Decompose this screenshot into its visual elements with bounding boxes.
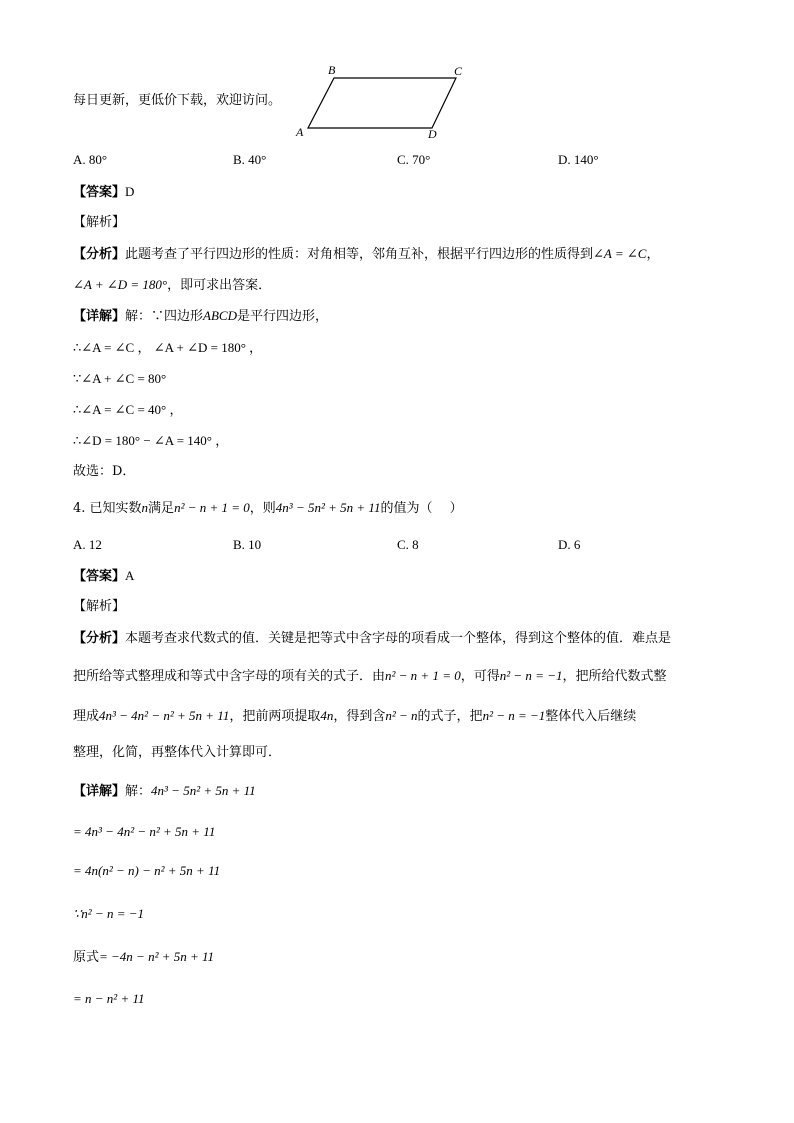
detail-text: 解：∵四边形 [125, 309, 204, 324]
q4-fenxi-line-2 [73, 667, 666, 686]
q4-answer [73, 567, 134, 586]
fenxi-text: 此题考查了平行四边形的性质：对角相等，邻角互补，根据平行四边形的性质得到 [125, 247, 594, 262]
fenxi-text: 理成 [73, 709, 100, 724]
q4-option-a: A. 12 [73, 537, 102, 552]
q4-fenxi-line-4: 整理，化简，再整体代入计算即可． [73, 745, 282, 760]
answer-tag: 【答案】 [73, 185, 126, 200]
detail-tag: 【详解】 [73, 309, 126, 324]
q3-answer [73, 183, 134, 202]
parallelogram-figure [292, 62, 472, 144]
q4-detail-line-4: ∵n² − n = −1 [73, 906, 144, 921]
q3-detail-line-6: 故选：D． [73, 464, 136, 479]
q4-option-c: C. 8 [397, 537, 419, 552]
vertex-label-c: C [454, 64, 463, 78]
fenxi-text: ，得到含 [333, 709, 386, 724]
q4-analysis-tag: 【解析】 [73, 599, 126, 614]
answer-tag: 【答案】 [73, 569, 126, 584]
q4-detail-line-1 [73, 782, 256, 801]
q3-detail-line-3: ∵∠A + ∠C = 80° [73, 371, 167, 386]
fenxi-text: 把所给等式整理成和等式中含字母的项有关的式子．由 [73, 669, 386, 684]
vertex-label-d: D [428, 127, 437, 141]
q4-stem [73, 499, 463, 518]
fenxi-text: 的式子，把 [417, 709, 483, 724]
fenxi-eq: n² − n = −1 [482, 708, 546, 723]
stem-text: 4. 已知实数 [73, 501, 142, 516]
detail-text: 是平行四边形， [236, 309, 328, 324]
fenxi-eq: 4n³ − 4n² − n² + 5n + 11 [99, 708, 230, 723]
vertex-label-a: A [296, 125, 304, 139]
detail-eq: 4n³ − 5n² + 5n + 11 [151, 783, 256, 798]
q3-fenxi-line-2 [73, 276, 271, 295]
detail-tag: 【详解】 [73, 784, 126, 799]
stem-var: n [141, 500, 149, 515]
vertex-label-b: B [328, 63, 336, 77]
fenxi-text: ，把前两项提取 [229, 709, 321, 724]
q4-detail-line-6: = n − n² + 11 [73, 991, 145, 1006]
stem-eq: n² − n + 1 = 0 [174, 500, 250, 515]
stem-text: ，则 [249, 501, 276, 516]
q4-option-b: B. 10 [233, 537, 262, 552]
q4-detail-line-5 [73, 948, 214, 967]
fenxi-math: ∠A + ∠D = 180° [73, 277, 168, 292]
stem-text: 满足 [148, 501, 175, 516]
fenxi-text: ，即可求出答案． [167, 278, 272, 293]
q3-fenxi-line-1 [73, 245, 659, 264]
q3-detail-line-1 [73, 307, 328, 326]
fenxi-eq: n² − n [385, 708, 418, 723]
q4-fenxi-line-1 [73, 630, 671, 648]
fenxi-eq: n² − n + 1 = 0 [385, 668, 461, 683]
q3-option-a: A. 80° [73, 152, 108, 167]
detail-math: ABCD [203, 308, 237, 323]
q4-fenxi-line-3 [73, 707, 636, 726]
q4-option-d: D. 6 [558, 537, 581, 552]
detail-eq: = −4n − n² + 5n + 11 [99, 949, 215, 964]
detail-text: 原式 [73, 950, 100, 965]
fenxi-text: 整体代入后继续 [545, 709, 637, 724]
fenxi-tag: 【分析】 [73, 247, 126, 262]
q3-option-c: C. 70° [397, 152, 431, 167]
q3-option-d: D. 140° [558, 152, 599, 167]
answer-value: A [125, 568, 135, 583]
parallelogram-shape [308, 78, 456, 128]
stem-eq: 4n³ − 5n² + 5n + 11 [275, 500, 381, 515]
fenxi-text: 本题考查求代数式的值．关键是把等式中含字母的项看成一个整体，得到这个整体的值．难点是 [125, 631, 672, 646]
fenxi-tag: 【分析】 [73, 631, 126, 646]
q3-detail-line-2: ∴∠A = ∠C ， ∠A + ∠D = 180° ， [73, 340, 263, 355]
fenxi-punct: ， [646, 247, 660, 262]
fenxi-eq: 4n [320, 708, 334, 723]
q3-option-b: B. 40° [233, 152, 267, 167]
q3-detail-line-4: ∴∠A = ∠C = 40° ， [73, 402, 183, 417]
fenxi-math: ∠A = ∠C [593, 246, 647, 261]
q3-detail-line-5: ∴∠D = 180° − ∠A = 140° ， [73, 433, 229, 448]
fenxi-eq: n² − n = −1 [499, 668, 563, 683]
stem-text: 的值为（ ） [380, 501, 463, 516]
q4-detail-line-3: = 4n(n² − n) − n² + 5n + 11 [73, 863, 221, 878]
q4-detail-line-2: = 4n³ − 4n² − n² + 5n + 11 [73, 824, 216, 839]
fenxi-text: ，把所给代数式整 [562, 669, 667, 684]
answer-value: D [125, 184, 135, 199]
fenxi-text: ，可得 [460, 669, 500, 684]
detail-text: 解： [125, 784, 152, 799]
header-notice: 每日更新，更低价下载，欢迎访问。 [73, 93, 282, 108]
q3-analysis-tag: 【解析】 [73, 215, 126, 230]
